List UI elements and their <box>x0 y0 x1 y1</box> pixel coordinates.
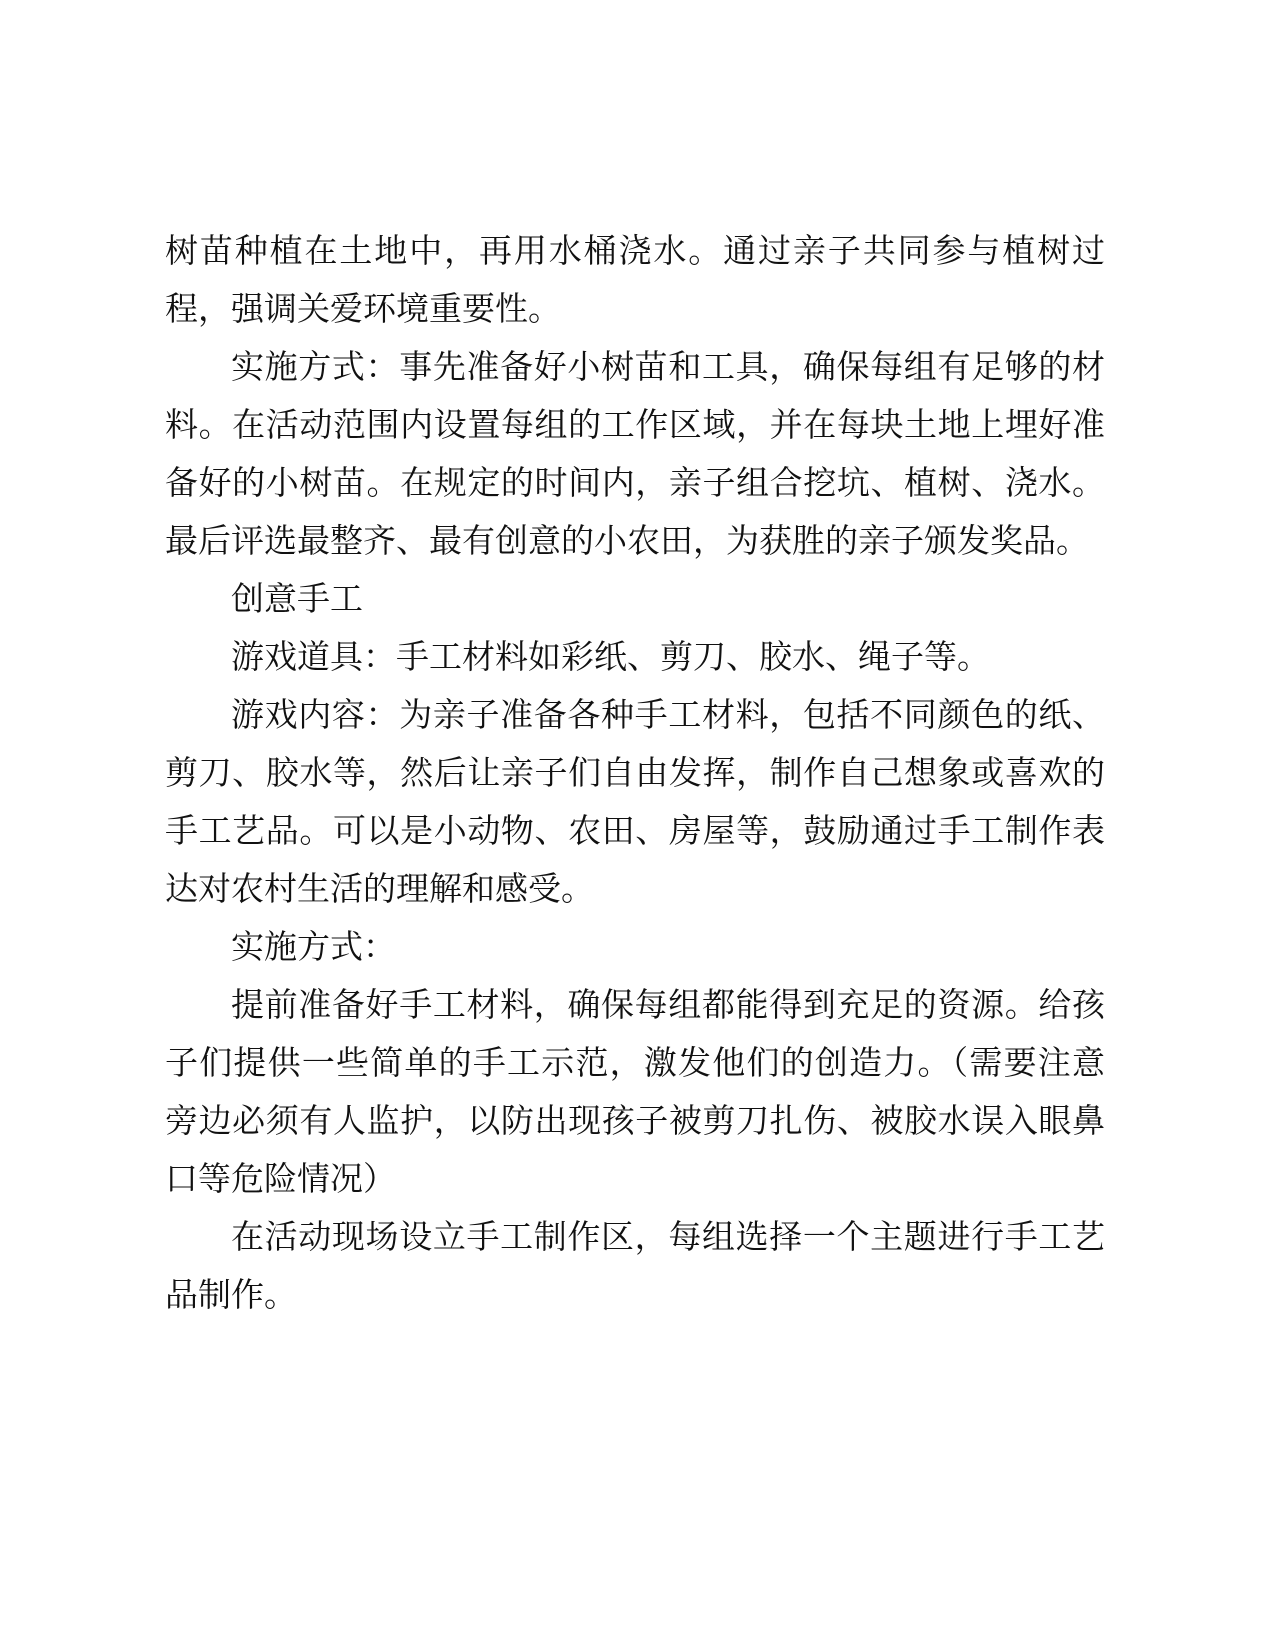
paragraph-game-content: 游戏内容：为亲子准备各种手工材料，包括不同颜色的纸、剪刀、胶水等，然后让亲子们自由发挥，制作自己想象或喜欢的手工艺品。可以是小动物、农田、房屋等，鼓励通过手工制作表达对农村生活的理解和感受。 <box>165 695 1105 908</box>
paragraph-planting-continued: 树苗种植在土地中，再用水桶浇水。通过亲子共同参与植树过程，强调关爱环境重要性。 <box>165 231 1105 328</box>
paragraph-planting-method: 实施方式：事先准备好小树苗和工具，确保每组有足够的材料。在活动范围内设置每组的工作区域，并在每块土地上埋好准备好的小树苗。在规定的时间内，亲子组合挖坑、植树、浇水。最后评选最整齐、最有创意的小农田，为获胜的亲子颁发奖品。 <box>165 347 1105 560</box>
paragraph-craft-area: 在活动现场设立手工制作区，每组选择一个主题进行手工艺品制作。 <box>165 1217 1105 1314</box>
section-heading-creative-craft: 创意手工 <box>231 579 363 618</box>
paragraph-method-label: 实施方式： <box>231 927 396 966</box>
paragraph-game-props: 游戏道具：手工材料如彩纸、剪刀、胶水、绳子等。 <box>231 637 990 676</box>
document-body <box>165 222 1105 1324</box>
paragraph-prepare-materials: 提前准备好手工材料，确保每组都能得到充足的资源。给孩子们提供一些简单的手工示范，激发他们的创造力。（需要注意旁边必须有人监护，以防出现孩子被剪刀扎伤、被胶水误入眼鼻口等危险情况） <box>165 985 1105 1198</box>
